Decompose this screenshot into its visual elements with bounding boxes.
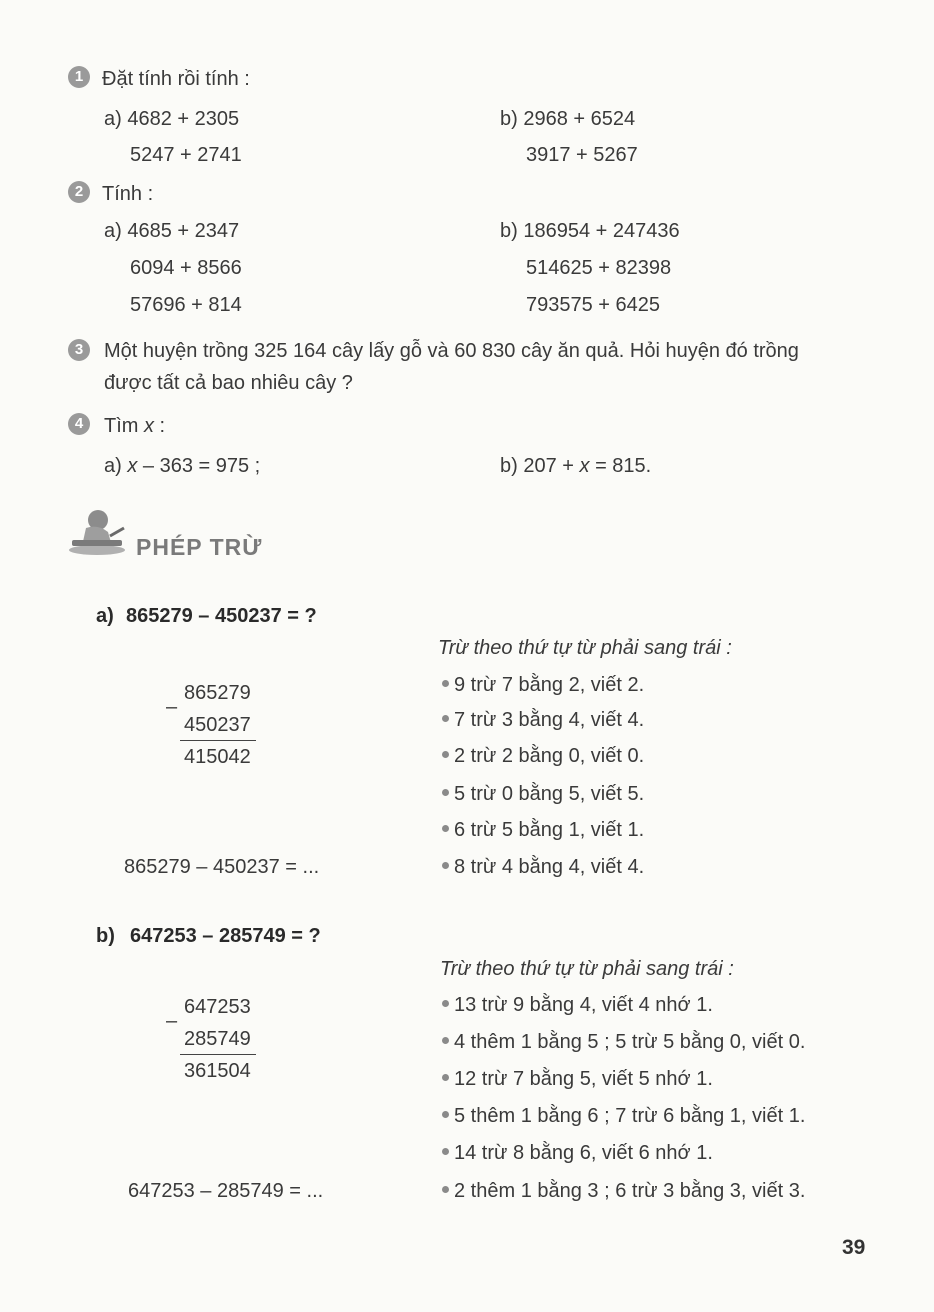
- part-a-result-line: [180, 740, 256, 741]
- part-a-minus-sign: –: [166, 696, 178, 718]
- page-number: 39: [842, 1236, 866, 1259]
- exercise-1-badge: 1: [68, 66, 90, 88]
- bullet-icon: [442, 789, 449, 796]
- part-b-equation: 647253 – 285749 = ...: [128, 1180, 324, 1202]
- exercise-3-line-2: được tất cả bao nhiêu cây ?: [104, 372, 353, 394]
- student-writing-icon: [66, 506, 128, 561]
- part-b-step: 12 trừ 7 bằng 5, viết 5 nhớ 1.: [442, 1068, 713, 1091]
- bullet-icon: [442, 825, 449, 832]
- bullet-icon: [442, 1000, 449, 1007]
- part-b-minus-sign: –: [166, 1010, 178, 1032]
- part-a-step: 8 trừ 4 bằng 4, viết 4.: [442, 856, 644, 879]
- exercise-2-b1: b) 186954 + 247436: [500, 220, 680, 242]
- bullet-icon: [442, 1111, 449, 1118]
- section-title: PHÉP TRỪ: [136, 534, 263, 560]
- exercise-4-title: Tìm x :: [104, 415, 166, 437]
- part-a-step: 6 trừ 5 bằng 1, viết 1.: [442, 819, 644, 842]
- part-b-subtrahend: 285749: [184, 1028, 251, 1050]
- exercise-1-a2: 5247 + 2741: [130, 144, 242, 166]
- part-b-step: 13 trừ 9 bằng 4, viết 4 nhớ 1.: [442, 994, 713, 1017]
- exercise-2-title: Tính :: [102, 183, 154, 205]
- part-a-step: 5 trừ 0 bằng 5, viết 5.: [442, 783, 644, 806]
- part-a-label: a): [96, 605, 114, 627]
- exercise-2-a1: a) 4685 + 2347: [104, 220, 240, 242]
- part-a-problem: 865279 – 450237 = ?: [126, 605, 317, 627]
- part-b-step: 5 thêm 1 bằng 6 ; 7 trừ 6 bằng 1, viết 1.: [442, 1105, 805, 1128]
- bullet-icon: [442, 1074, 449, 1081]
- part-b-result-line: [180, 1054, 256, 1055]
- exercise-2-a2: 6094 + 8566: [130, 257, 242, 279]
- bullet-icon: [442, 680, 449, 687]
- part-b-step: 4 thêm 1 bằng 5 ; 5 trừ 5 bằng 0, viết 0.: [442, 1031, 805, 1054]
- exercise-4-b: b) 207 + x = 815.: [500, 455, 652, 477]
- part-a-minuend: 865279: [184, 682, 251, 704]
- part-a-result: 415042: [184, 746, 251, 768]
- exercise-3-line-1: Một huyện trồng 325 164 cây lấy gỗ và 60 830 cây ăn quả. Hỏi huyện đó trồng: [104, 340, 799, 362]
- bullet-icon: [442, 1037, 449, 1044]
- bullet-icon: [442, 1186, 449, 1193]
- exercise-3-badge: 3: [68, 339, 90, 361]
- exercise-2-b3: 793575 + 6425: [526, 294, 661, 316]
- exercise-2-badge: 2: [68, 181, 90, 203]
- bullet-icon: [442, 862, 449, 869]
- part-b-heading: Trừ theo thứ tự từ phải sang trái :: [440, 958, 734, 980]
- bullet-icon: [442, 715, 449, 722]
- exercise-1-b1: b) 2968 + 6524: [500, 108, 636, 130]
- exercise-4-a: a) x – 363 = 975 ;: [104, 455, 261, 477]
- part-b-step: 2 thêm 1 bằng 3 ; 6 trừ 3 bằng 3, viết 3.: [442, 1180, 805, 1203]
- exercise-1-a1: a) 4682 + 2305: [104, 108, 240, 130]
- part-a-step: 2 trừ 2 bằng 0, viết 0.: [442, 745, 644, 768]
- part-b-problem: 647253 – 285749 = ?: [130, 925, 321, 947]
- part-a-equation: 865279 – 450237 = ...: [124, 856, 320, 878]
- bullet-icon: [442, 751, 449, 758]
- part-b-label: b): [96, 925, 115, 947]
- part-b-step: 14 trừ 8 bằng 6, viết 6 nhớ 1.: [442, 1142, 713, 1165]
- part-a-subtrahend: 450237: [184, 714, 251, 736]
- part-b-minuend: 647253: [184, 996, 251, 1018]
- part-a-heading: Trừ theo thứ tự từ phải sang trái :: [438, 637, 732, 659]
- part-a-step: 7 trừ 3 bằng 4, viết 4.: [442, 709, 644, 732]
- exercise-4-badge: 4: [68, 413, 90, 435]
- exercise-2-b2: 514625 + 82398: [526, 257, 672, 279]
- part-b-result: 361504: [184, 1060, 251, 1082]
- exercise-2-a3: 57696 + 814: [130, 294, 242, 316]
- exercise-1-title: Đặt tính rồi tính :: [102, 68, 250, 90]
- exercise-1-b2: 3917 + 5267: [526, 144, 638, 166]
- part-a-step: 9 trừ 7 bằng 2, viết 2.: [442, 674, 644, 697]
- bullet-icon: [442, 1148, 449, 1155]
- variable-x: x: [144, 415, 154, 437]
